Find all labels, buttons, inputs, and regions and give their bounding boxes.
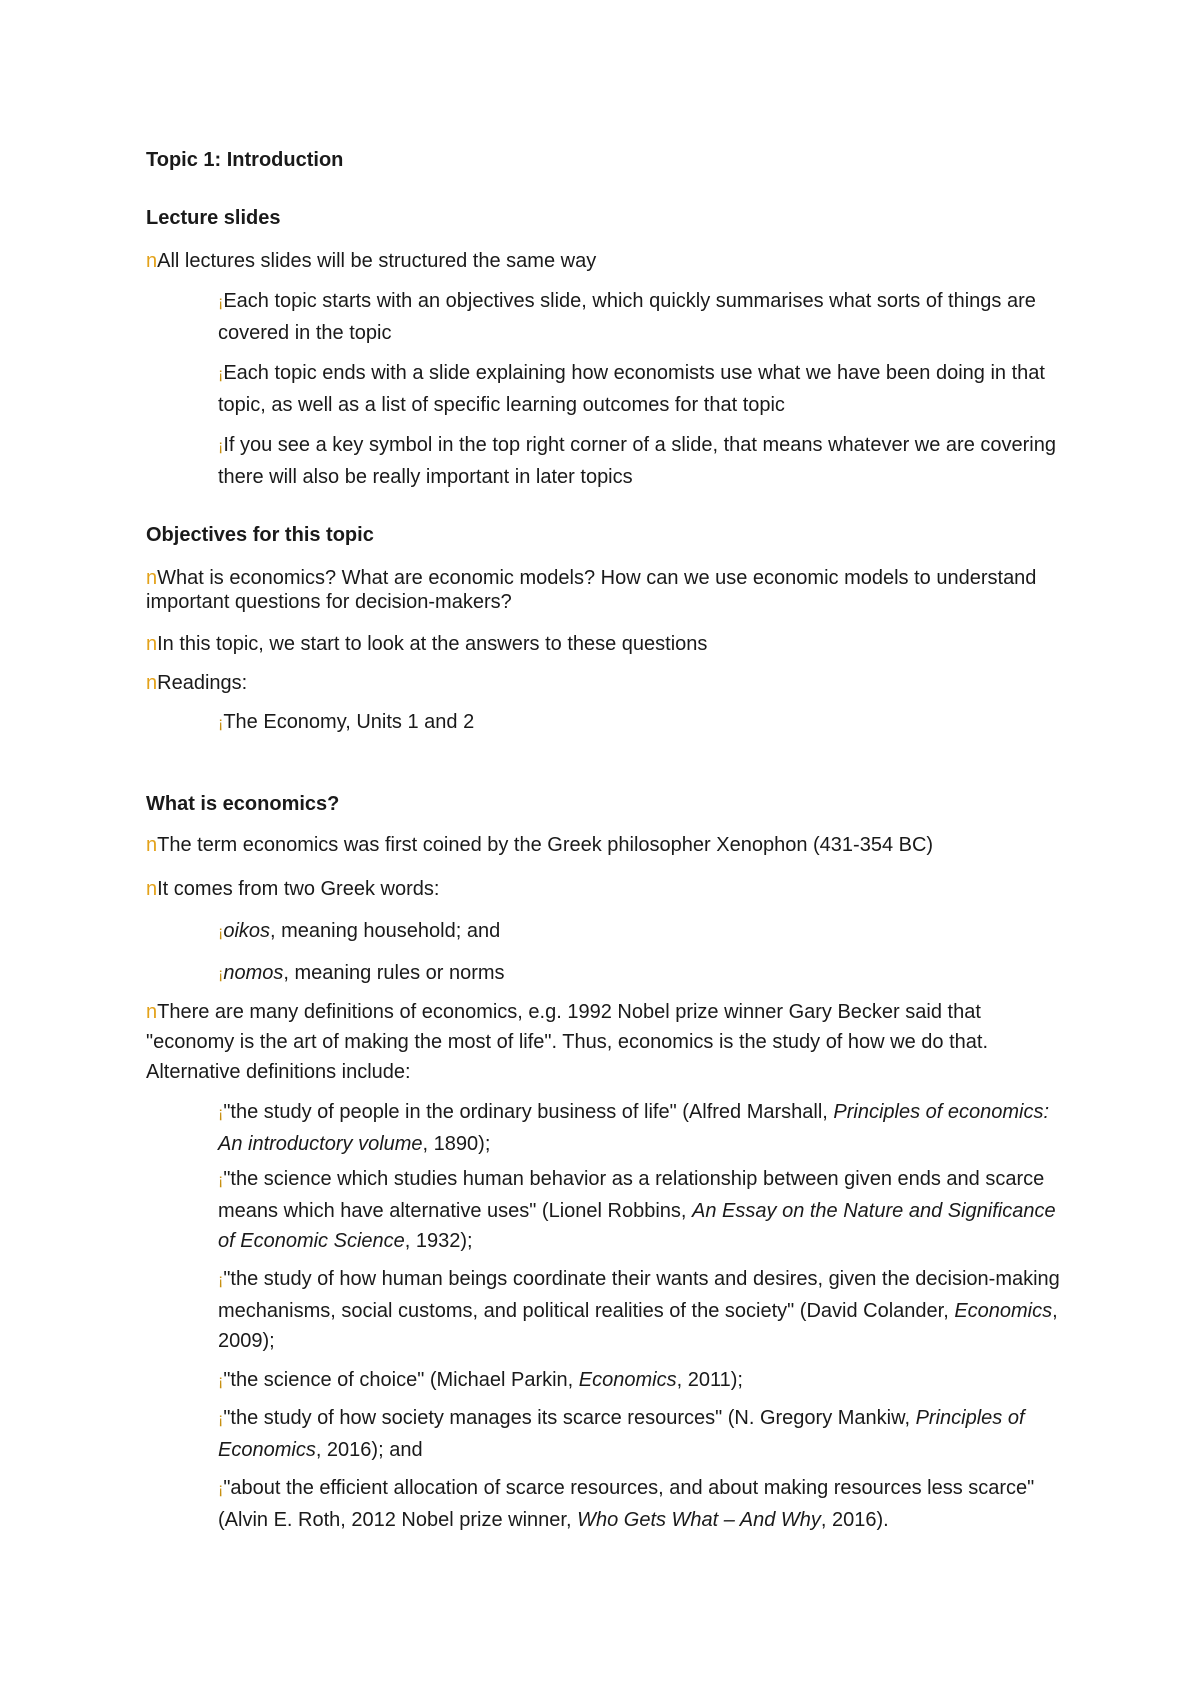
bullet-text: What is economics? What are economic models? How can we use economic models to understand important questions for decision-makers?: [146, 567, 1037, 613]
definition-text: "the study of how human beings coordinate their wants and desires, given the decision-making mechanisms, social customs, and political realities of the society" (David Colander,: [218, 1268, 1060, 1322]
sub-bullet-marker: ¡: [218, 1411, 224, 1428]
sub-bullet-marker: ¡: [218, 1373, 224, 1390]
section-heading-what-is-economics: What is economics?: [146, 793, 340, 815]
definition-item: [218, 1097, 1068, 1159]
sub-bullet-text: Each topic ends with a slide explaining how economists use what we have been doing in that topic, as well as a list of specific learning outcomes for that topic: [218, 362, 1045, 416]
definition-tail: , 2011);: [676, 1369, 743, 1391]
sub-bullet-marker: ¡: [218, 1105, 224, 1122]
bullet-item: [146, 830, 1066, 860]
bullet-item: [146, 629, 1066, 659]
bullet-marker: n: [146, 1001, 158, 1023]
book-title: Principles of Economics: [218, 1407, 1025, 1461]
sub-bullet-marker: ¡: [218, 438, 224, 455]
sub-bullet-marker: ¡: [218, 1272, 224, 1289]
definition-text: "the science of choice" (Michael Parkin,: [223, 1369, 579, 1391]
greek-term: nomos: [223, 962, 284, 984]
bullet-item: [146, 874, 1066, 904]
definition-item: [218, 1403, 1068, 1465]
sub-bullet-marker: ¡: [218, 366, 224, 383]
definition-item: [218, 1473, 1068, 1535]
bullet-item: [146, 997, 1066, 1087]
definition-text: "the study of people in the ordinary business of life" (Alfred Marshall,: [223, 1101, 834, 1123]
sub-bullet-marker: ¡: [218, 715, 224, 732]
bullet-marker: n: [146, 878, 158, 900]
definition-tail: , 1890);: [422, 1133, 491, 1155]
bullet-text: Readings:: [157, 672, 248, 694]
definition-text: "the study of how society manages its scarce resources" (N. Gregory Mankiw,: [223, 1407, 916, 1429]
bullet-item: [146, 668, 1066, 698]
sub-bullet-item: [218, 916, 1068, 948]
sub-bullet-text: Each topic starts with an objectives slide, which quickly summarises what sorts of things are covered in the topic: [218, 290, 1036, 344]
book-title: Economics: [578, 1369, 677, 1391]
greek-term: oikos: [223, 920, 271, 942]
sub-bullet-item: [218, 286, 1068, 348]
section-heading-lecture-slides: Lecture slides: [146, 207, 281, 229]
bullet-marker: n: [146, 250, 158, 272]
bullet-marker: n: [146, 633, 158, 655]
bullet-text: In this topic, we start to look at the answers to these questions: [157, 633, 708, 655]
book-title: Who Gets What – And Why: [577, 1509, 821, 1531]
bullet-text: The term economics was first coined by the Greek philosopher Xenophon (431-354 BC): [157, 834, 934, 856]
bullet-marker: n: [146, 834, 158, 856]
definition-text: "the science which studies human behavior as a relationship between given ends and scarce means which have alternative uses" (Lionel Robbins,: [218, 1168, 1045, 1222]
definition-tail: , 2016).: [820, 1509, 889, 1531]
sub-bullet-text: , meaning rules or norms: [283, 962, 505, 984]
bullet-marker: n: [146, 567, 158, 589]
definition-item: [218, 1264, 1068, 1356]
definition-item: [218, 1365, 1068, 1397]
sub-bullet-item: [218, 707, 1068, 739]
bullet-marker: n: [146, 672, 158, 694]
page-title: Topic 1: Introduction: [146, 149, 344, 171]
book-title: Economics: [954, 1300, 1053, 1322]
sub-bullet-marker: ¡: [218, 294, 224, 311]
bullet-text: All lectures slides will be structured the same way: [157, 250, 597, 272]
section-heading-objectives: Objectives for this topic: [146, 524, 374, 546]
sub-bullet-marker: ¡: [218, 1172, 224, 1189]
sub-bullet-item: [218, 958, 1068, 990]
sub-bullet-marker: ¡: [218, 924, 224, 941]
sub-bullet-marker: ¡: [218, 1481, 224, 1498]
sub-bullet-marker: ¡: [218, 966, 224, 983]
definition-tail: , 2016); and: [315, 1439, 423, 1461]
bullet-item: [146, 246, 1066, 276]
definition-tail: , 2009);: [218, 1300, 1058, 1352]
bullet-item: [146, 566, 1066, 614]
book-title: An Essay on the Nature and Significance of Economic Science: [218, 1200, 1056, 1252]
sub-bullet-item: [218, 430, 1068, 492]
sub-bullet-text: , meaning household; and: [270, 920, 501, 942]
definition-text: "about the efficient allocation of scarce resources, and about making resources less scarce" (Alvin E. Roth, 2012 Nobel prize winner,: [218, 1477, 1035, 1531]
definition-item: [218, 1164, 1068, 1256]
sub-bullet-text: If you see a key symbol in the top right corner of a slide, that means whatever we are covering there will also be really important in later topics: [218, 434, 1056, 488]
bullet-text: It comes from two Greek words:: [157, 878, 440, 900]
book-title: Principles of economics: An introductory volume: [218, 1101, 1050, 1155]
sub-bullet-item: [218, 358, 1068, 420]
definition-tail: , 1932);: [404, 1230, 473, 1252]
bullet-text: There are many definitions of economics, e.g. 1992 Nobel prize winner Gary Becker said that "economy is the art of making the most of life". Thus, economics is the study of how we do that. Alternative definitions include:: [146, 1001, 989, 1083]
sub-bullet-text: The Economy, Units 1 and 2: [223, 711, 475, 733]
